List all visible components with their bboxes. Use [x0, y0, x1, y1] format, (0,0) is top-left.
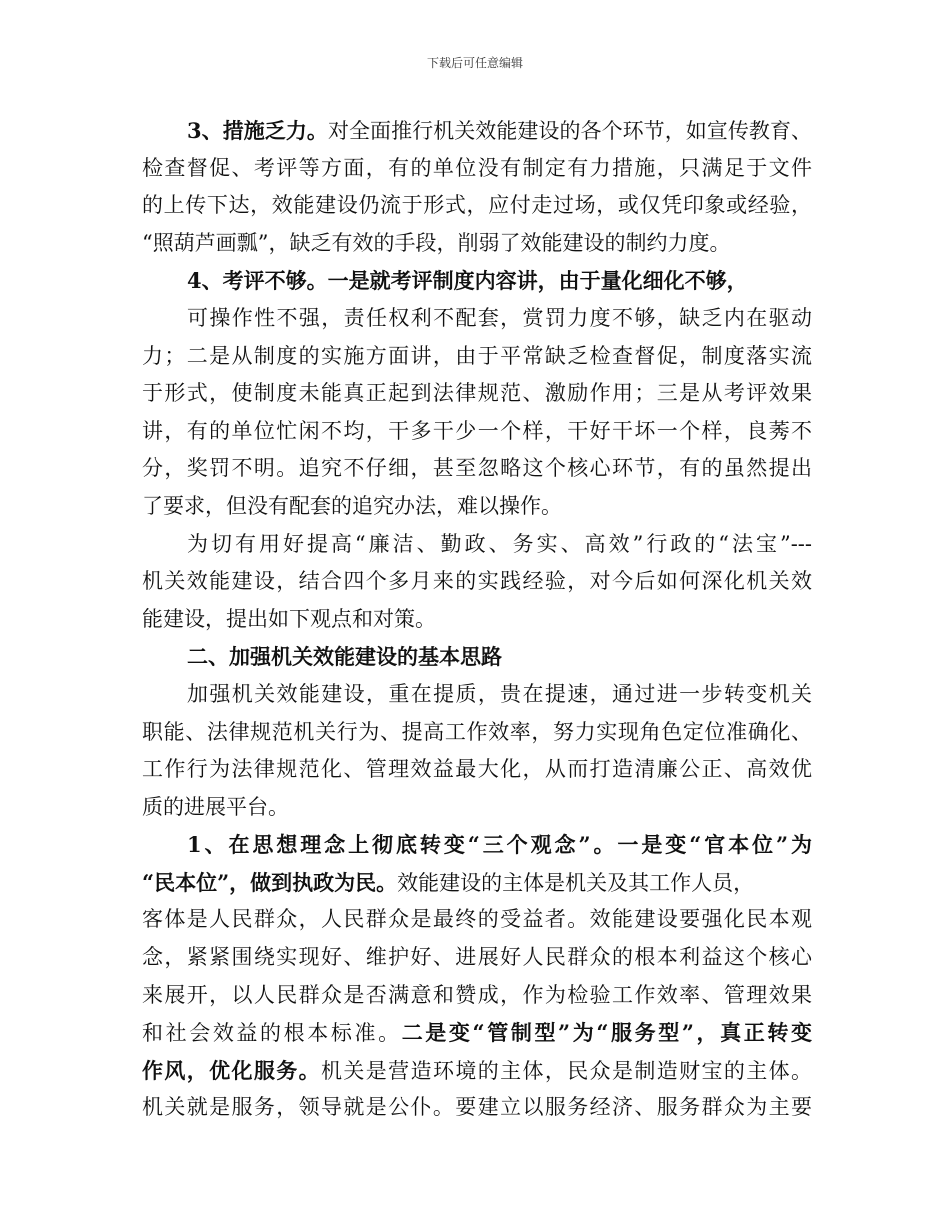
bold-text: 二是变“管制型”为“服务型”，真正转变: [401, 1020, 812, 1046]
text-line: [142, 488, 812, 526]
text-segment: 的上传下达，效能建设仍流于形式，应付走过场，或仅凭印象或经验，: [142, 193, 812, 218]
bold-text: 作风，优化服务。: [142, 1057, 322, 1083]
text-line: [142, 714, 812, 752]
bold-text: 1、在思想理念上彻底转变“三个观念”。一是变“官本位”为: [187, 832, 812, 858]
page-header: 下载后可任意编辑: [426, 56, 523, 70]
text-segment: 质的进展平台。: [142, 794, 289, 819]
text-line: [142, 977, 812, 1015]
text-segment: 机关是营造环境的主体，民众是制造财宝的主体。: [321, 1058, 812, 1083]
text-line: [142, 375, 812, 413]
text-segment: 职能、法律规范机关行为、提高工作效率，努力实现角色定位准确化、: [142, 719, 812, 744]
text-segment: 分，奖罚不明。追究不仔细，甚至忽略这个核心环节，有的虽然提出: [142, 456, 812, 481]
text-line: [142, 526, 812, 564]
text-line: [142, 150, 812, 188]
text-segment: 加强机关效能建设，重在提质，贵在提速，通过进一步转变机关: [187, 681, 812, 706]
text-line: [142, 1089, 812, 1127]
text-segment: 念，紧紧围绕实现好、维护好、进展好人民群众的根本利益这个核心: [142, 945, 812, 970]
text-line: [142, 789, 812, 827]
text-segment: 效能建设的主体是机关及其工作人员，: [397, 870, 755, 895]
text-line: [142, 1014, 812, 1052]
text-line: [142, 112, 812, 150]
text-line: [142, 826, 812, 864]
text-line: [142, 450, 812, 488]
text-segment: 机关就是服务，领导就是公仆。要建立以服务经济、服务群众为主要: [142, 1095, 812, 1120]
text-line: [142, 939, 812, 977]
bold-text: “民本位”，做到执政为民。: [142, 869, 398, 895]
text-segment: 客体是人民群众，人民群众是最终的受益者。效能建设要强化民本观: [142, 907, 812, 932]
text-line: [142, 187, 812, 225]
text-segment: 为切有用好提高“廉洁、勤政、务实、高效”行政的“法宝”---: [187, 531, 812, 556]
text-line: [142, 676, 812, 714]
text-segment: 机关效能建设，结合四个多月来的实践经验，对今后如何深化机关效: [142, 569, 812, 594]
text-segment: 于形式，使制度未能真正起到法律规范、激励作用；三是从考评效果: [142, 381, 812, 406]
text-line: [142, 300, 812, 338]
text-line: [142, 262, 812, 300]
text-segment: 了要求，但没有配套的追究办法，难以操作。: [142, 493, 562, 518]
bold-text: 4、考评不够。一是就考评制度内容讲，由于量化细化不够，: [187, 268, 748, 294]
bold-text: 二、加强机关效能建设的基本思路: [187, 644, 502, 670]
text-line: [142, 751, 812, 789]
text-segment: 检查督促、考评等方面，有的单位没有制定有力措施，只满足于文件: [142, 155, 812, 180]
text-segment: 对全面推行机关效能建设的各个环节，如宣传教育、: [327, 119, 812, 143]
text-segment: 和社会效益的根本标准。: [142, 1021, 402, 1046]
text-line: [142, 338, 812, 376]
document-body: [142, 112, 812, 1127]
text-line: [142, 1052, 812, 1090]
bold-text: 3、措施乏力。: [187, 118, 328, 143]
text-segment: “照葫芦画瓢”，缺乏有效的手段，削弱了效能建设的制约力度。: [142, 230, 731, 255]
text-segment: 讲，有的单位忙闲不均，干多干少一个样，干好干坏一个样，良莠不: [142, 418, 812, 443]
text-line: [142, 864, 812, 902]
text-line: [142, 225, 812, 263]
text-line: [142, 563, 812, 601]
text-segment: 能建设，提出如下观点和对策。: [142, 606, 436, 631]
text-line: [142, 413, 812, 451]
text-line: [142, 601, 812, 639]
text-segment: 工作行为法律规范化、管理效益最大化，从而打造清廉公正、高效优: [142, 757, 812, 782]
text-line: [142, 901, 812, 939]
text-segment: 可操作性不强，责任权利不配套，赏罚力度不够，缺乏内在驱动: [187, 305, 812, 330]
text-segment: 来展开，以人民群众是否满意和赞成，作为检验工作效率、管理效果: [142, 982, 812, 1007]
text-line: [142, 638, 812, 676]
text-segment: 力；二是从制度的实施方面讲，由于平常缺乏检查督促，制度落实流: [142, 343, 812, 368]
